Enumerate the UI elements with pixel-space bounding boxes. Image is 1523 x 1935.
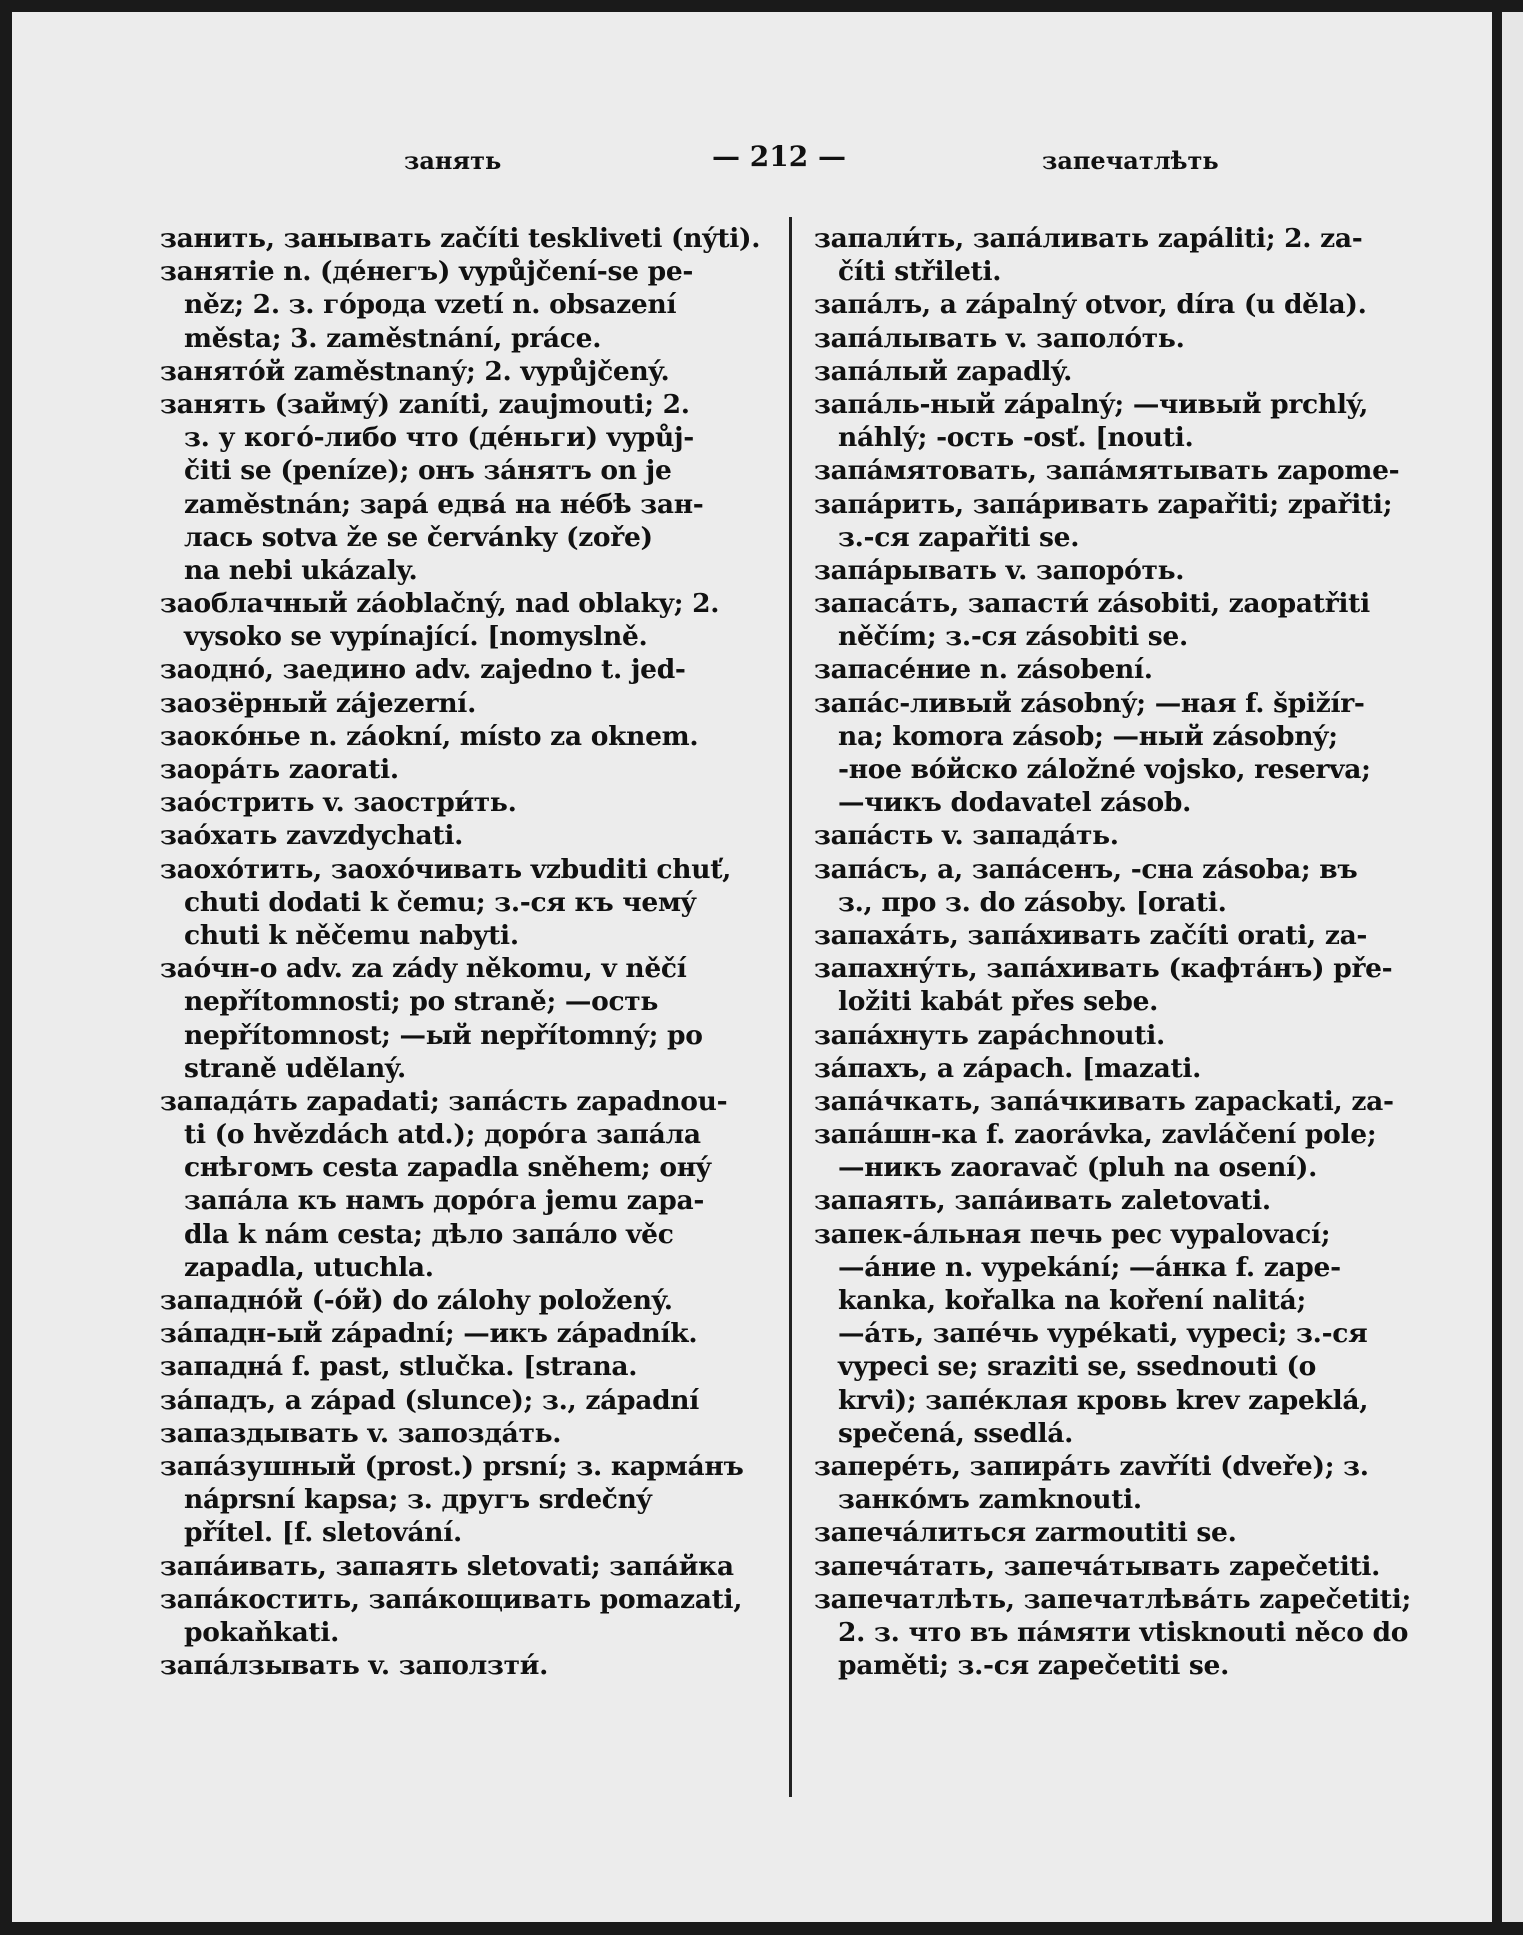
dictionary-line: запечáлиться zarmoutiti se. xyxy=(814,1517,1237,1549)
dictionary-line: něčím; з.-ся zásobiti se. xyxy=(838,621,1188,653)
dictionary-line: запáс-ливый zásobný; —ная f. špižír- xyxy=(814,687,1365,719)
dictionary-line: запáкостить, запáкощивать pomazati, xyxy=(160,1583,743,1615)
dictionary-line: запáрывать v. запорóть. xyxy=(814,554,1185,586)
adjacent-page-edge xyxy=(1502,12,1523,1922)
column-divider xyxy=(789,217,792,1797)
dictionary-line: —чикъ dodavatel zásob. xyxy=(838,787,1192,819)
page-header xyxy=(12,140,1492,180)
dictionary-line: занять (займý) zaníti, zaujmouti; 2. xyxy=(160,388,690,420)
dictionary-line: ti (o hvězdách atd.); дорóга запáла xyxy=(184,1119,701,1151)
dictionary-line: paměti; з.-ся zapečetiti se. xyxy=(838,1650,1230,1682)
dictionary-line: заóстрить v. заостри́ть. xyxy=(160,787,517,819)
dictionary-line: заорáть zaorati. xyxy=(160,754,399,785)
dictionary-line: западнóй (-óй) do zálohy položený. xyxy=(160,1285,673,1316)
dictionary-line: заóчн-о adv. za zády někomu, v něčí xyxy=(160,953,687,985)
dictionary-line: запахну́ть, запáхивать (кафтáнъ) pře- xyxy=(814,953,1393,985)
dictionary-line: čiti se (peníze); онъ зáнятъ on je xyxy=(184,455,672,487)
dictionary-line: запáсъ, a, запáсенъ, -сна zásoba; въ xyxy=(814,853,1358,885)
dictionary-line: krvi); запéклая кровь krev zapeklá, xyxy=(838,1384,1369,1416)
dictionary-line: заоднó, заедино adv. zajedno t. jed- xyxy=(160,654,686,686)
dictionary-line: запáивать, запаять sletovati; запáйка xyxy=(160,1550,734,1582)
dictionary-line: запáлывать v. заполóть. xyxy=(814,322,1185,354)
dictionary-line: kanka, kořalka na koření nalitá; xyxy=(838,1285,1307,1316)
dictionary-line: занить, занывать začíti teskliveti (nýti). xyxy=(160,223,760,254)
dictionary-line: запечатлѣть, запечатлѣвáть zapečetiti; xyxy=(814,1583,1411,1615)
dictionary-line: запасáть, запасти́ zásobiti, zaopatřiti xyxy=(814,588,1370,620)
dictionary-line: запахáть, запáхивать začíti orati, za- xyxy=(814,919,1368,951)
left-column xyxy=(160,222,760,1682)
dictionary-line: занятіе n. (дéнегъ) vypůjčení-se pe- xyxy=(160,256,694,288)
dictionary-line: заозёрный zájezerní. xyxy=(160,687,476,719)
dictionary-line: зáпахъ, a zápach. [mazati. xyxy=(814,1052,1202,1084)
dictionary-line: vysoko se vypínající. [nomyslně. xyxy=(184,621,648,653)
dictionary-line: запáчкать, запáчкивать zapackati, za- xyxy=(814,1085,1394,1117)
dictionary-line: запаять, запáивать zaletovati. xyxy=(814,1185,1271,1217)
dictionary-line: занятóй zaměstnaný; 2. vypůjčený. xyxy=(160,355,670,387)
dictionary-line: снѣгомъ cesta zapadla sněhem; онý xyxy=(184,1152,711,1184)
dictionary-line: зáпадъ, a západ (slunce); з., západní xyxy=(160,1384,700,1416)
dictionary-line: nepřítomnosti; po straně; —ость xyxy=(184,986,659,1018)
dictionary-line: зáпадн-ый západní; —икъ západník. xyxy=(160,1318,698,1350)
dictionary-line: лась sotva že se červánky (zoře) xyxy=(184,521,653,553)
dictionary-line: запаздывать v. запоздáть. xyxy=(160,1417,562,1449)
dictionary-line: запасéние n. zásobení. xyxy=(814,654,1153,686)
dictionary-line: města; 3. zaměstnání, práce. xyxy=(184,322,602,354)
dictionary-line: chuti dodati k čemu; з.-ся къ чемý xyxy=(184,886,696,918)
dictionary-line: dla k nám cesta; дѣло запáло věc xyxy=(184,1218,674,1250)
dictionary-line: запáла къ намъ дорóга jemu zapa- xyxy=(184,1185,705,1217)
dictionary-line: náprsní kapsa; з. другъ srdečný xyxy=(184,1484,652,1516)
dictionary-line: na nebi ukázaly. xyxy=(184,554,418,586)
right-column xyxy=(814,222,1424,1682)
dictionary-line: заохóтить, заохóчивать vzbuditi chuť, xyxy=(160,853,732,885)
dictionary-line: запáлзывать v. заползти́. xyxy=(160,1650,549,1682)
dictionary-line: straně udělaný. xyxy=(184,1052,406,1084)
dictionary-line: na; komora zásob; —ный zásobný; xyxy=(838,720,1338,752)
dictionary-line: zaměstnán; зарá едвá на нéбѣ зан- xyxy=(184,488,704,520)
dictionary-line: spečená, ssedlá. xyxy=(838,1417,1074,1449)
dictionary-line: zapadla, utuchla. xyxy=(184,1251,434,1283)
dictionary-line: запáхнуть zapáchnouti. xyxy=(814,1019,1165,1051)
dictionary-line: 2. з. что въ пáмяти vtisknouti něco do xyxy=(838,1616,1409,1648)
dictionary-line: заóхать zavzdychati. xyxy=(160,820,464,852)
header-right-guideword: запечатлѣть xyxy=(1042,146,1219,175)
dictionary-line: западнá f. past, stlučka. [strana. xyxy=(160,1351,638,1383)
dictionary-line: —áть, запéчь vypékati, vypeci; з.-ся xyxy=(838,1318,1368,1350)
dictionary-line: запечáтать, запечáтывать zapečetiti. xyxy=(814,1550,1381,1582)
dictionary-line: číti střileti. xyxy=(838,256,1002,288)
dictionary-line: запáмятовать, запáмятывать zapome- xyxy=(814,455,1400,487)
dictionary-line: —никъ zaoravač (pluh na osení). xyxy=(838,1152,1318,1184)
dictionary-line: něz; 2. з. гóрода vzetí n. obsazení xyxy=(184,289,677,321)
dictionary-line: запали́ть, запáливать zapáliti; 2. za- xyxy=(814,223,1363,254)
dictionary-line: chuti k něčemu nabyti. xyxy=(184,919,519,951)
dictionary-line: ložiti kabát přes sebe. xyxy=(838,986,1159,1018)
page-number: — 212 — xyxy=(712,140,846,173)
dictionary-line: з.-ся zapařiti se. xyxy=(838,521,1080,553)
dictionary-page xyxy=(12,12,1492,1922)
dictionary-line: náhlý; -ость -osť. [nouti. xyxy=(838,422,1194,454)
dictionary-line: запек-áльная печь pec vypalovací; xyxy=(814,1218,1331,1250)
dictionary-line: запáсть v. западáть. xyxy=(814,820,1119,852)
dictionary-line: занкóмъ zamknouti. xyxy=(838,1484,1142,1516)
dictionary-line: западáть zapadati; запáсть zapadnou- xyxy=(160,1085,728,1117)
dictionary-line: -ное вóйско záložné vojsko, reserva; xyxy=(838,754,1371,785)
dictionary-line: заоблачный záoblačný, nad oblaky; 2. xyxy=(160,588,720,620)
dictionary-line: запáлъ, a zápalný otvor, díra (u děla). xyxy=(814,289,1367,321)
dictionary-line: запáль-ный zápalný; —чивый prchlý, xyxy=(814,388,1369,420)
dictionary-line: запáрить, запáривать zapařiti; zpařiti; xyxy=(814,488,1393,520)
dictionary-line: заперéть, запирáть zavříti (dveře); з. xyxy=(814,1450,1369,1482)
dictionary-line: з. у когó-либо что (дéньги) vypůj- xyxy=(184,422,694,454)
dictionary-line: přítel. [f. sletování. xyxy=(184,1517,462,1549)
header-left-guideword: занять xyxy=(404,146,502,175)
dictionary-line: запáлый zapadlý. xyxy=(814,355,1073,387)
dictionary-line: pokaňkati. xyxy=(184,1616,340,1648)
dictionary-line: з., про з. do zásoby. [orati. xyxy=(838,886,1227,918)
dictionary-line: —áние n. vypekání; —áнка f. zape- xyxy=(838,1251,1341,1283)
dictionary-line: заокóнье n. záokní, místo za oknem. xyxy=(160,720,699,752)
dictionary-line: vypeci se; sraziti se, ssednouti (o xyxy=(838,1351,1317,1383)
dictionary-line: запáзушный (prost.) prsní; з. кармáнъ xyxy=(160,1450,744,1482)
dictionary-line: nepřítomnost; —ый nepřítomný; po xyxy=(184,1019,703,1051)
dictionary-line: запáшн-ка f. zaorávka, zavláčení pole; xyxy=(814,1119,1377,1151)
